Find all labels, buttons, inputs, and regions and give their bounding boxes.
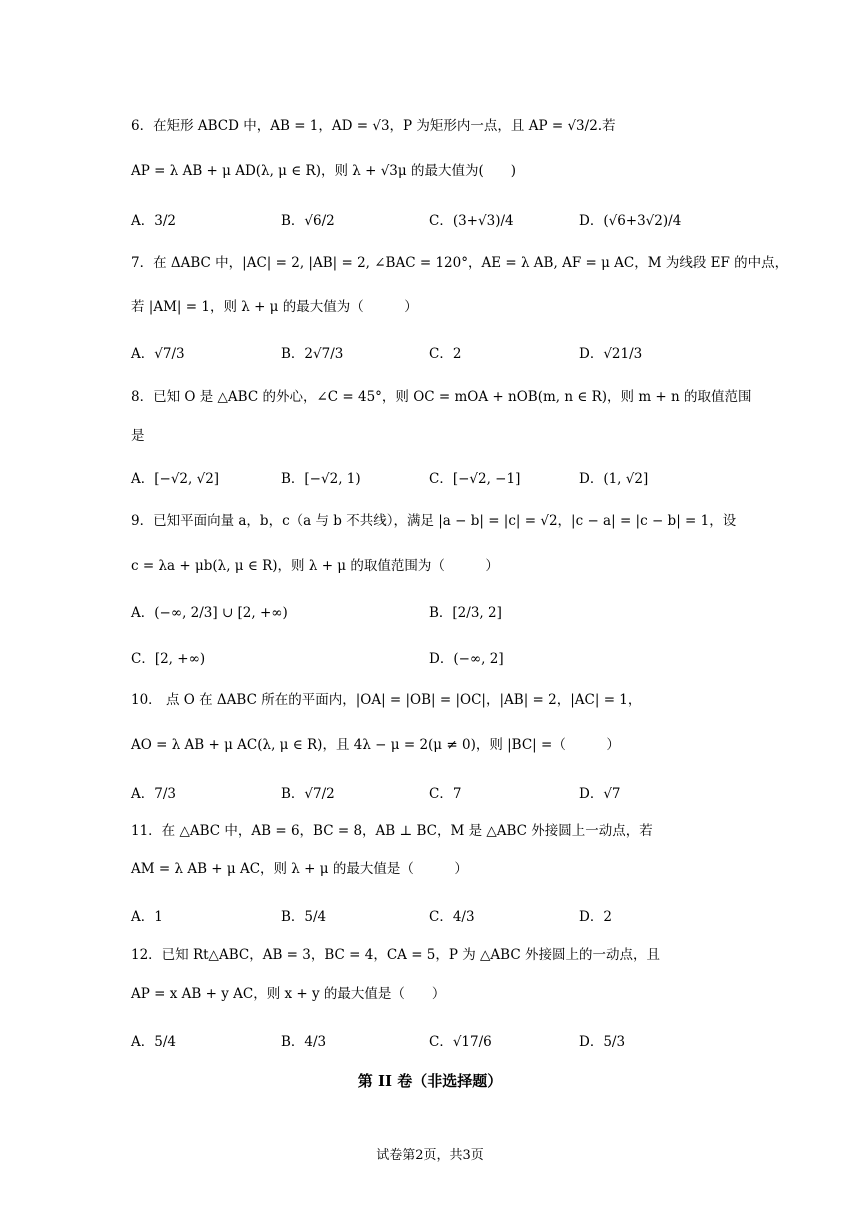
q7-stem-line1: 7．在 ΔABC 中，|AC| = 2, |AB| = 2, ∠BAC = 120°，AE = λ AB, AF = μ AC，M 为线段 EF 的中点， [131,255,789,271]
q8-option-c[interactable]: C．[−√2, −1] [429,471,521,487]
q9-stem-line2: c = λa + μb(λ, μ ∈ R)，则 λ + μ 的取值范围为（ ） [131,558,499,574]
q9-stem-line1: 9．已知平面向量 a，b，c（a 与 b 不共线），满足 |a − b| = |c| = √2，|c − a| = |c − b| = 1，设 [131,513,737,529]
q7-stem-line2: 若 |AM| = 1，则 λ + μ 的最大值为（ ） [131,299,418,315]
q6-stem-line1: 6．在矩形 ABCD 中，AB = 1，AD = √3，P 为矩形内一点，且 AP = √3/2.若 [131,118,616,134]
q8-stem-line1: 8．已知 O 是 △ABC 的外心，∠C = 45°，则 OC = mOA + nOB(m, n ∈ R)，则 m + n 的取值范围 [131,389,752,405]
q12-option-b[interactable]: B．4/3 [281,1034,327,1050]
q6-option-c[interactable]: C．(3+√3)/4 [429,213,514,229]
q6-option-a[interactable]: A．3/2 [131,213,176,229]
q9-option-a[interactable]: A．(−∞, 2/3] ∪ [2, +∞) [131,605,288,621]
q10-option-d[interactable]: D．√7 [579,786,621,802]
q8-options [131,455,691,499]
q6-option-d[interactable]: D．(√6+3√2)/4 [579,213,682,229]
q6-options [131,197,691,241]
q10-option-a[interactable]: A．7/3 [131,786,176,802]
q11-option-b[interactable]: B．5/4 [281,909,327,925]
q6-stem-line2: AP = λ AB + μ AD(λ, μ ∈ R)，则 λ + √3μ 的最大值为( ) [131,163,516,179]
q9-option-b[interactable]: B．[2/3, 2] [429,605,502,621]
q11-stem-line2: AM = λ AB + μ AC，则 λ + μ 的最大值是（ ） [131,861,468,877]
q7-option-a[interactable]: A．√7/3 [131,346,185,362]
q9-options-row2 [131,635,691,679]
q7-option-d[interactable]: D．√21/3 [579,346,643,362]
q9-option-c[interactable]: C．[2, +∞) [131,651,206,667]
q8-stem-line2: 是 [131,428,145,444]
q8-option-d[interactable]: D．(1, √2] [579,471,649,487]
q10-stem-line2: AO = λ AB + μ AC(λ, μ ∈ R)，且 4λ − μ = 2(μ ≠ 0)，则 |BC| =（ ） [131,737,620,753]
q11-stem-line1: 11．在 △ABC 中，AB = 6，BC = 8，AB ⊥ BC，M 是 △ABC 外接圆上一动点，若 [131,823,653,839]
section-title: 第 II 卷（非选择题） [357,1072,503,1090]
q12-option-a[interactable]: A．5/4 [131,1034,176,1050]
q6-option-b[interactable]: B．√6/2 [281,213,335,229]
q11-option-a[interactable]: A．1 [131,909,163,925]
q7-options [131,330,691,374]
q12-stem-line1: 12．已知 Rt△ABC，AB = 3，BC = 4，CA = 5，P 为 △ABC 外接圆上的一动点，且 [131,947,660,963]
q9-option-d[interactable]: D．(−∞, 2] [429,651,504,667]
q7-option-b[interactable]: B．2√7/3 [281,346,344,362]
q7-option-c[interactable]: C．2 [429,346,462,362]
q11-option-c[interactable]: C．4/3 [429,909,475,925]
q12-option-c[interactable]: C．√17/6 [429,1034,492,1050]
q10-option-b[interactable]: B．√7/2 [281,786,335,802]
page-footer: 试卷第2页，共3页 [376,1148,484,1163]
q12-stem-line2: AP = x AB + y AC，则 x + y 的最大值是（ ） [131,986,446,1002]
q10-stem-line1: 10． 点 O 在 ΔABC 所在的平面内，|OA| = |OB| = |OC|，|AB| = 2，|AC| = 1， [131,692,642,708]
q11-options [131,893,691,937]
q10-options [131,770,691,814]
q8-option-b[interactable]: B．[−√2, 1) [281,471,361,487]
q8-option-a[interactable]: A．[−√2, √2] [131,471,220,487]
q9-options-row1 [131,589,691,633]
q12-option-d[interactable]: D．5/3 [579,1034,626,1050]
q10-option-c[interactable]: C．7 [429,786,462,802]
q11-option-d[interactable]: D．2 [579,909,612,925]
q12-options [131,1018,691,1062]
